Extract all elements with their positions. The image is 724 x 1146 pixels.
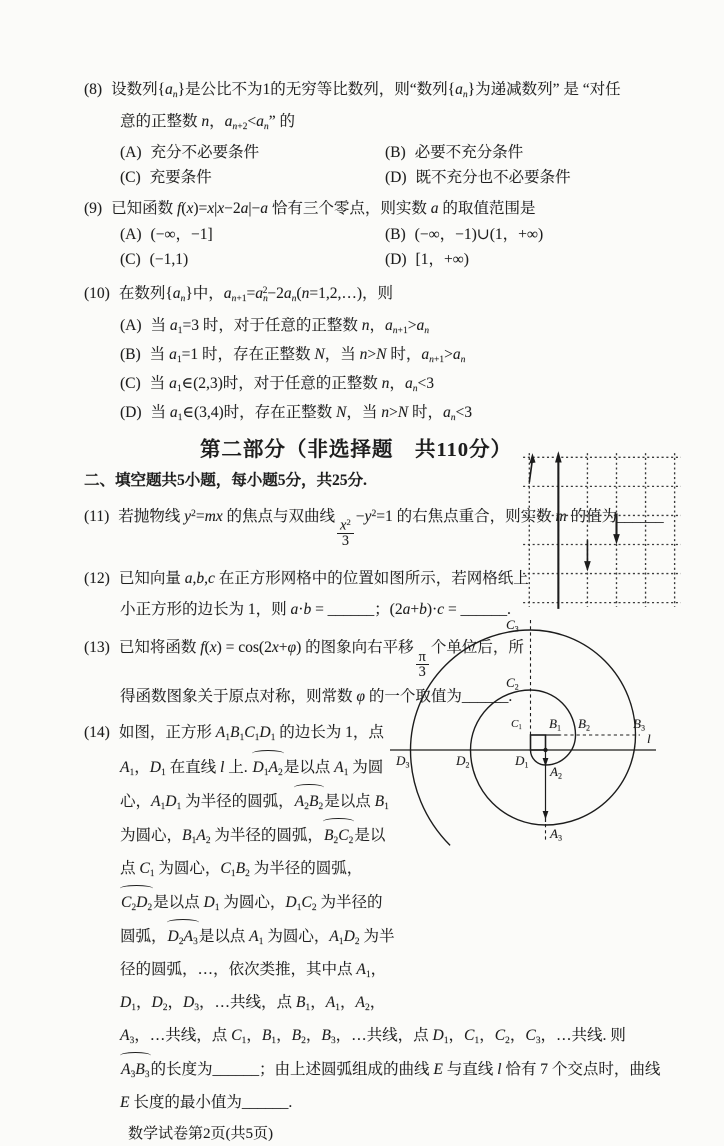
arrowhead-a3 <box>543 811 549 820</box>
q10-options <box>84 314 684 430</box>
unit-square <box>531 735 546 750</box>
q10-option-b-text: 当 $a_1=1$ 时，存在正整数 N，当 n>N 时，$a_{n+1}>a_n$ <box>149 346 466 366</box>
q9-option-d <box>385 247 684 272</box>
label-c2: $C_2$ <box>506 675 519 692</box>
q14-text6: $C_2D_2$是以点 $D_1$ 为圆心，$D_1C_2$ 为半径的 <box>120 894 382 911</box>
q14-line6 <box>84 888 684 922</box>
q14-number: (14) <box>84 724 110 742</box>
q9-option-a-text: (−∞，−1] <box>150 226 213 244</box>
q14-text7: 圆弧，$D_2A_3$是以点 $A_1$ 为圆心，$A_1D_2$ 为半 <box>120 928 394 945</box>
q8-options <box>84 140 684 190</box>
q11-text: 若抛物线 $y^2=mx$ 的焦点与双曲线 $\frac{x^2}{3}$ $-y^2=1$ 的右焦点重合，则实数 m 的值为______ <box>118 508 664 550</box>
q9-option-c <box>120 247 385 272</box>
label-d1: $D_1$ <box>515 753 529 770</box>
q8-option-b-label: (B) <box>385 144 406 162</box>
q10-option-a-text: 当 $a_1=3$ 时，对于任意的正整数 n，$a_{n+1}>a_n$ <box>150 316 430 337</box>
q10-option-b <box>120 343 684 372</box>
q8-option-a-text: 充分不必要条件 <box>150 144 260 162</box>
q9-option-b-label: (B) <box>385 226 406 244</box>
figure-vector-grid <box>519 449 687 613</box>
q14-wide-text1: $A_3$，…共线，点 $C_1$，$B_1$，$B_2$，$B_3$，…共线，点 $D_1$，$C_1$，$C_2$，$C_3$，…共线. 则 <box>120 1027 626 1047</box>
label-c1: $C_1$ <box>511 718 522 732</box>
q14-text9: $D_1$，$D_2$，$D_3$，…共线，点 $B_1$，$A_1$，$A_2$， <box>120 993 386 1013</box>
q9-options <box>84 222 684 272</box>
q14-wide-line1 <box>84 1022 684 1055</box>
q8-stem-text2: 意的正整数 n，$a_{n+2}<a_n$” 的 <box>120 113 295 133</box>
q14-text3: 心，$A_1D_1$ 为半径的圆弧，$A_2B_2$是以点 $B_1$ <box>120 793 389 810</box>
q9-option-c-text: (−1,1) <box>149 251 189 269</box>
q10-stem-text: 在数列$\{a_n\}$中，$a_{n+1}=a_n^2-2a_n(n=1,2,\dots)$，则 <box>118 284 393 304</box>
page-footer: 数学试卷第2页(共5页) <box>128 1126 273 1143</box>
spiral-curve <box>411 630 636 845</box>
q8-option-a <box>120 140 385 165</box>
q8-option-b-text: 必要不充分条件 <box>414 144 524 162</box>
grid-lines <box>523 453 681 607</box>
q14-text1: 如图，正方形 $A_1B_1C_1D_1$ 的边长为 1，点 <box>118 724 384 744</box>
q10-option-c-label: (C) <box>120 375 141 393</box>
q8-option-c-text: 充要条件 <box>149 169 212 187</box>
q10-option-c <box>120 372 684 401</box>
q14-line8 <box>84 956 684 989</box>
q9-option-c-label: (C) <box>120 251 141 269</box>
q8-stem-line2 <box>84 108 684 140</box>
q14-text8: 径的圆弧，…，依次类推，其中点 $A_1$， <box>120 960 387 980</box>
q9-stem-text: 已知函数 f(x)=x|x−2a|−a 恰有三个零点，则实数 a 的取值范围是 <box>111 200 536 218</box>
q14-text2: $A_1$，$D_1$ 在直线 l 上. $D_1A_2$是以点 $A_1$ 为圆 <box>120 759 383 776</box>
label-c3: $C_3$ <box>506 617 519 634</box>
q8-option-a-label: (A) <box>120 144 142 162</box>
label-b2: $B_2$ <box>578 716 590 733</box>
q14-wide-text2: $A_3B_3$的长度为______；由上述圆弧组成的曲线 E 与直线 l 恰有 7 个交点时，曲线 <box>120 1061 660 1078</box>
q9-option-d-text: [1，+∞) <box>415 251 469 269</box>
q11-number: (11) <box>84 508 110 526</box>
vector-arrows <box>529 451 620 609</box>
q10-option-a <box>120 314 684 343</box>
q8-number: (8) <box>84 81 103 98</box>
q9-option-d-label: (D) <box>385 251 407 269</box>
q8-option-d-text: 既不充分也不必要条件 <box>415 169 571 187</box>
q14-text4: 为圆心，$B_1A_2$ 为半径的圆弧，$B_2C_2$是以 <box>120 827 385 844</box>
q12-text1: 已知向量 a,b,c 在正方形网格中的位置如图所示，若网格纸上 <box>118 570 529 588</box>
q9-stem-line <box>84 195 684 222</box>
q14-wide-text3: E 长度的最小值为______. <box>120 1094 293 1112</box>
section2-subheading: 二、填空题共5小题，每小题5分，共25分. <box>84 472 367 490</box>
q14-wide-line2 <box>84 1055 684 1089</box>
label-a3: $A_3$ <box>550 826 562 843</box>
question-10 <box>84 277 684 430</box>
q9-number: (9) <box>84 200 103 218</box>
part2-heading: 第二部分（非选择题 共110分） <box>199 439 513 462</box>
label-l: l <box>647 731 651 746</box>
question-9 <box>84 195 684 272</box>
question-8 <box>84 76 684 190</box>
q10-option-a-label: (A) <box>120 316 142 334</box>
q10-option-d-text: 当 $a_1\in(3,4)$时，存在正整数 N，当 n>N 时，$a_n<3$ <box>150 404 473 424</box>
label-a2: $A_2$ <box>550 764 562 781</box>
q10-number: (10) <box>84 284 110 302</box>
q12-text2: 小正方形的边长为 1，则 a·b = ______；(2a+b)·c = ______. <box>120 601 511 619</box>
q9-option-a-label: (A) <box>120 226 142 244</box>
q8-stem-text1: 设数列$\{a_n\}$是公比不为1的无穷等比数列，则“数列$\{a_n\}$为递减数列” 是 “对任 <box>111 81 621 101</box>
q14-text5: 点 $C_1$ 为圆心，$C_1B_2$ 为半径的圆弧， <box>120 859 363 879</box>
q14-line7 <box>84 922 684 956</box>
q14-wide-line3 <box>84 1089 684 1117</box>
q12-number: (12) <box>84 570 110 588</box>
q13-text2: 得函数图象关于原点对称，则常数 φ 的一个取值为______. <box>120 688 513 706</box>
q8-stem-line1 <box>84 76 684 108</box>
point-a1 <box>543 748 547 752</box>
q14-line9 <box>84 989 684 1022</box>
q10-option-b-label: (B) <box>120 346 141 364</box>
q10-option-d <box>120 401 684 430</box>
label-b1: $B_1$ <box>549 716 561 733</box>
vector-grid-svg <box>519 449 687 613</box>
label-d3: $D_3$ <box>396 753 410 770</box>
q8-option-b <box>385 140 684 165</box>
q9-option-a <box>120 222 385 247</box>
q13-number: (13) <box>84 639 110 657</box>
q10-option-c-text: 当 $a_1\in(2,3)$时，对于任意的正整数 n，$a_n<3$ <box>149 375 434 395</box>
q8-option-d-label: (D) <box>385 169 407 187</box>
q8-option-c-label: (C) <box>120 169 141 187</box>
label-b3: $B_3$ <box>633 716 645 733</box>
q10-option-d-label: (D) <box>120 404 142 422</box>
q8-option-d <box>385 165 684 190</box>
arc-spiral-svg <box>388 612 660 864</box>
figure-arc-spiral <box>388 612 664 866</box>
q10-stem-line <box>84 277 684 312</box>
q9-option-b-text: (−∞，−1)∪(1，+∞) <box>414 226 544 244</box>
q13-text1: 已知将函数 f(x) = cos(2x+φ) 的图象向右平移 $\frac{\pi}{3}$ 个单位后，所 <box>118 639 524 681</box>
label-d2: $D_2$ <box>456 753 470 770</box>
q8-option-c <box>120 165 385 190</box>
q9-option-b <box>385 222 684 247</box>
